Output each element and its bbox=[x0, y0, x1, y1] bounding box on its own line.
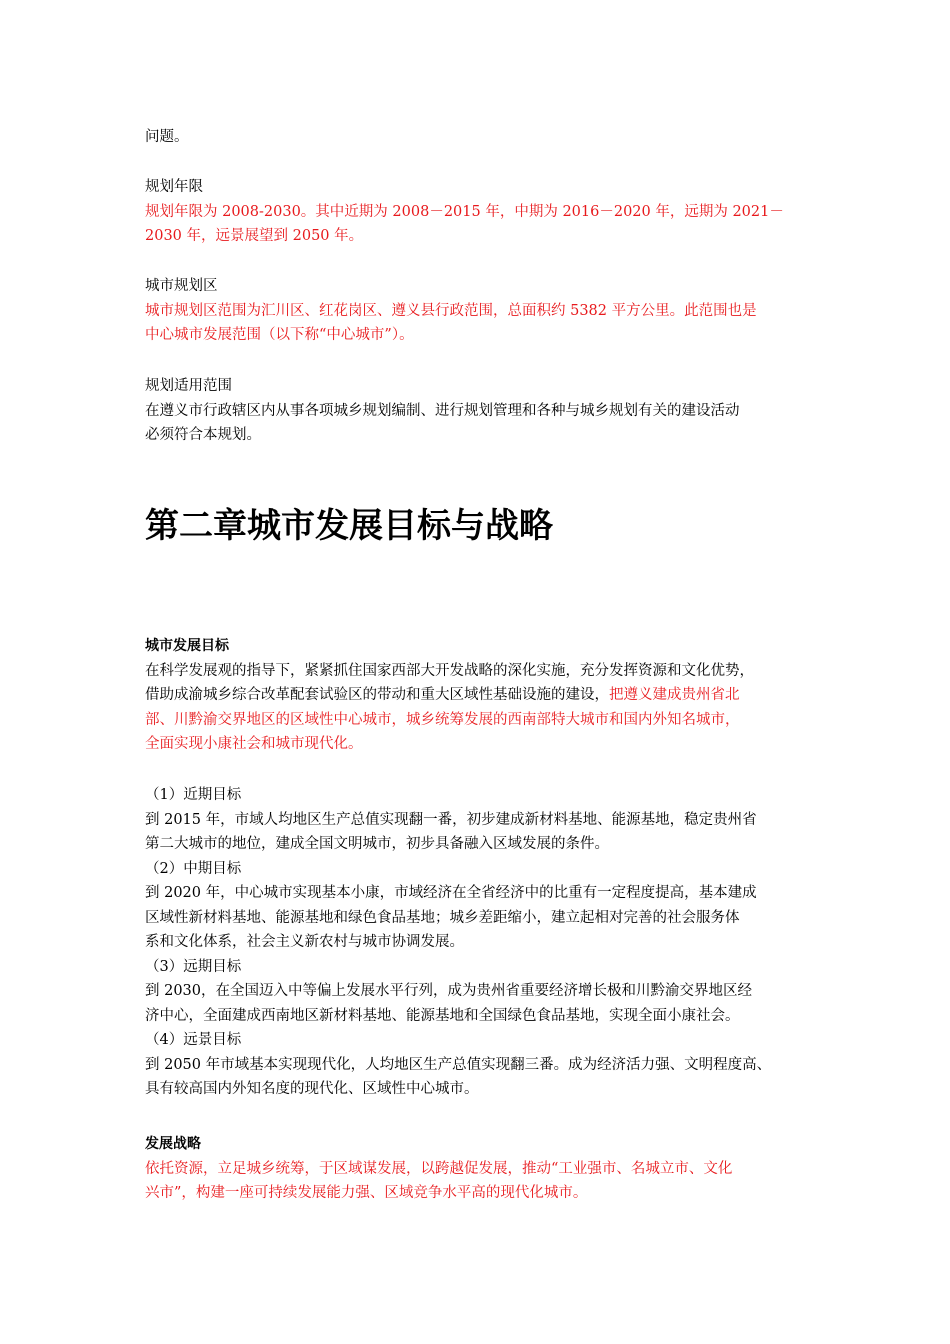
phase-3-line-1: 到 2030，在全国迈入中等偏上发展水平行列，成为贵州省重要经济增长极和川黔渝交界地区经 bbox=[145, 983, 753, 999]
planning-scope-heading: 规划适用范围 bbox=[145, 378, 232, 394]
chapter-title: 第二章城市发展目标与战略 bbox=[145, 506, 553, 546]
planning-area-section bbox=[145, 274, 815, 348]
strategy-line-2: 兴市”，构建一座可持续发展能力强、区域竞争水平高的现代化城市。 bbox=[145, 1185, 588, 1201]
intro-tail: 问题。 bbox=[145, 129, 189, 145]
planning-scope-line-1: 在遵义市行政辖区内从事各项城乡规划编制、进行规划管理和各种与城乡规划有关的建设活动 bbox=[145, 402, 740, 419]
phase-4-line-1: 到 2050 年市域基本实现现代化，人均地区生产总值实现翻三番。成为经济活力强、文明程度高、 bbox=[145, 1056, 772, 1073]
phase-3-label: （3）远期目标 bbox=[145, 958, 242, 975]
phase-2-line-1: 到 2020 年，中心城市实现基本小康，市域经济在全省经济中的比重有一定程度提高，基本建成 bbox=[145, 885, 757, 901]
phase-2-line-3: 系和文化体系，社会主义新农村与城市协调发展。 bbox=[145, 934, 464, 950]
development-goals-heading: 城市发展目标 bbox=[145, 638, 229, 654]
phase-4-line-2: 具有较高国内外知名度的现代化、区域性中心城市。 bbox=[145, 1081, 479, 1097]
planning-scope-section bbox=[145, 374, 815, 448]
intro-text bbox=[145, 125, 815, 150]
planning-area-line-2: 中心城市发展范围（以下称“中心城市”）。 bbox=[145, 327, 414, 343]
planning-years-line-2: 2030 年，远景展望到 2050 年。 bbox=[145, 228, 364, 244]
phase-1-line-2: 第二大城市的地位，建成全国文明城市，初步具备融入区域发展的条件。 bbox=[145, 836, 609, 852]
planning-years-heading: 规划年限 bbox=[145, 179, 203, 195]
planning-scope-line-2: 必须符合本规划。 bbox=[145, 427, 261, 443]
phase-4-label: （4）远景目标 bbox=[145, 1032, 242, 1048]
phase-1-label: （1）近期目标 bbox=[145, 787, 242, 803]
phase-2-label: （2）中期目标 bbox=[145, 860, 242, 877]
development-goals-line-1: 在科学发展观的指导下，紧紧抓住国家西部大开发战略的深化实施，充分发挥资源和文化优势， bbox=[145, 662, 754, 679]
phase-2-line-2: 区域性新材料基地、能源基地和绿色食品基地；城乡差距缩小，建立起相对完善的社会服务体 bbox=[145, 909, 740, 926]
planning-area-line-1: 城市规划区范围为汇川区、红花岗区、遵义县行政范围，总面积约 5382 平方公里。此范围也是 bbox=[145, 302, 757, 319]
phase-1-line-1: 到 2015 年，市域人均地区生产总值实现翻一番，初步建成新材料基地、能源基地，稳定贵州省 bbox=[145, 811, 757, 828]
development-goals-line-3: 部、川黔渝交界地区的区域性中心城市，城乡统筹发展的西南部特大城市和国内外知名城市， bbox=[145, 711, 740, 728]
development-goals-line-2 bbox=[145, 683, 815, 708]
development-goals-section bbox=[145, 634, 815, 757]
strategy-section bbox=[145, 1132, 815, 1206]
development-goals-line-4: 全面实现小康社会和城市现代化。 bbox=[145, 736, 363, 752]
planning-area-heading: 城市规划区 bbox=[145, 278, 218, 294]
strategy-line-1: 依托资源，立足城乡统筹，于区域谋发展，以跨越促发展，推动“工业强市、名城立市、文化 bbox=[145, 1160, 733, 1177]
planning-years-line-1: 规划年限为 2008-2030。其中近期为 2008－2015 年，中期为 2016－2020 年，远期为 2021－ bbox=[145, 203, 784, 220]
development-goals-line-2-black: 借助成渝城乡综合改革配套试验区的带动和重大区域性基础设施的建设， bbox=[145, 687, 609, 703]
phase-goals-section bbox=[145, 783, 815, 1102]
development-goals-line-2-red: 把遵义建成贵州省北 bbox=[609, 687, 740, 703]
planning-years-section bbox=[145, 175, 815, 249]
strategy-heading: 发展战略 bbox=[145, 1136, 201, 1152]
phase-3-line-2: 济中心，全面建成西南地区新材料基地、能源基地和全国绿色食品基地，实现全面小康社会。 bbox=[145, 1007, 740, 1024]
